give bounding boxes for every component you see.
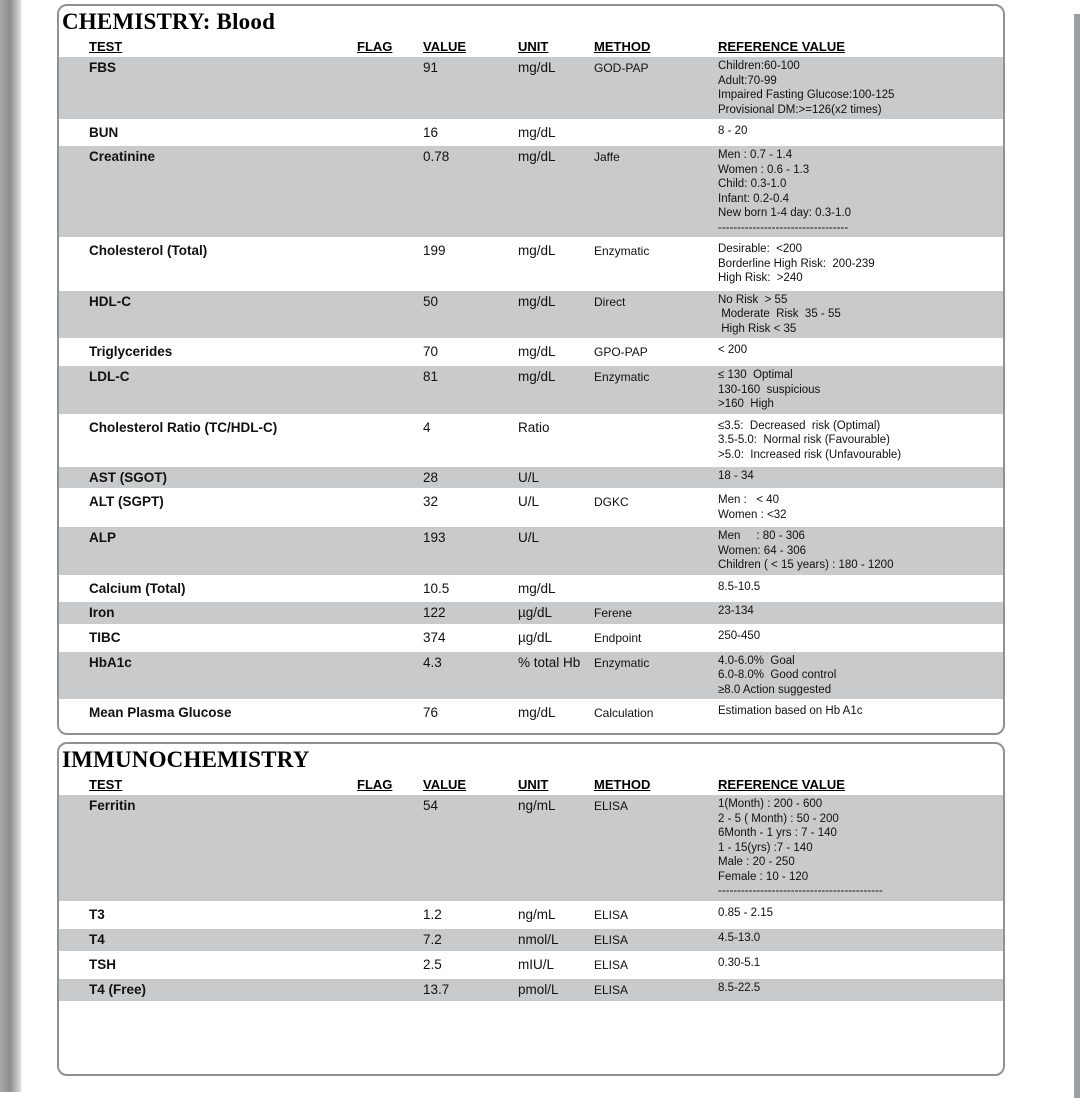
cell-method: ELISA [594,982,629,997]
cell-test: BUN [89,125,119,140]
cell-reference [718,629,995,647]
cell-unit: µg/dL [518,604,553,620]
window-left-edge [0,0,22,1092]
cell-method: Enzymatic [594,244,650,258]
reference-line: Impaired Fasting Glucose:100-125 [718,89,895,101]
cell-test: ALP [89,530,116,545]
reference-line: 4.5-13.0 [718,931,761,944]
table-row [59,122,1003,143]
reference-line: Men : 0.7 - 1.4 [718,149,793,161]
cell-unit: pmol/L [518,981,559,997]
cell-flag [357,529,423,573]
cell-reference [718,704,995,722]
cell-value: 91 [423,60,439,75]
cell-method [594,469,718,486]
cell-method: Enzymatic [594,370,650,384]
table-body [59,795,1003,1074]
cell-unit: mg/dL [518,705,556,720]
cell-value: 50 [423,293,439,309]
reference-line: 6.0-8.0% Good control [718,669,837,681]
reference-line: Men : < 40 [718,494,780,506]
table-row [59,491,1003,524]
column-header-reference: REFERENCE VALUE [718,777,845,792]
cell-unit: mg/dL [518,293,556,309]
table-header-row [59,775,1003,795]
reference-line: Women : <32 [718,508,787,521]
column-header-flag: FLAG [357,39,393,54]
reference-line: Moderate Risk 35 - 55 [718,308,841,320]
reference-line: 6Month - 1 yrs : 7 - 140 [718,827,837,839]
reference-line: 250-450 [718,629,761,642]
cell-unit: mg/dL [518,580,556,596]
cell-flag [357,931,423,949]
reference-line: 18 - 34 [718,470,754,482]
table-row [59,652,1003,700]
cell-reference [718,242,995,286]
cell-flag [357,797,423,899]
reference-line: Women : 0.6 - 1.3 [718,163,810,176]
reference-line: ≥8.0 Action suggested [718,683,832,696]
reference-line: 1 - 15(yrs) :7 - 140 [718,841,813,854]
table-row [59,467,1003,488]
reference-line: No Risk > 55 [718,293,788,306]
reference-line: 0.30-5.1 [718,956,761,969]
reference-line: ≤ 130 Optimal [718,369,793,381]
cell-reference [718,981,995,999]
cell-reference [718,368,995,412]
table-row [59,291,1003,339]
cell-value: 374 [423,629,446,645]
reference-line: Children ( < 15 years) : 180 - 1200 [718,559,894,571]
cell-value: 122 [423,604,446,620]
column-header-unit: UNIT [518,39,549,54]
cell-test: Iron [89,604,115,620]
cell-value: 1.2 [423,906,442,922]
cell-test: HDL-C [89,293,131,309]
column-header-test: TEST [89,777,123,792]
cell-test: HbA1c [89,654,132,670]
column-header-value: VALUE [423,39,467,54]
reference-line: New born 1-4 day: 0.3-1.0 [718,207,851,219]
cell-flag [357,368,423,412]
column-header-unit: UNIT [518,777,549,792]
cell-method: Calculation [594,706,654,720]
table-row [59,578,1003,599]
cell-test: T4 (Free) [89,981,147,997]
cell-test: Creatinine [89,149,156,164]
reference-line: 0.85 - 2.15 [718,906,773,919]
cell-flag [357,654,423,698]
lab-report-page [57,4,1005,1083]
section-title: CHEMISTRY: Blood [62,9,276,34]
cell-test: ALT (SGPT) [89,494,164,509]
cell-method: Endpoint [594,630,642,645]
cell-method: DGKC [594,495,629,509]
reference-line: Desirable: <200 [718,243,803,255]
cell-reference [718,419,995,463]
cell-test: T4 [89,931,105,947]
reference-line: < 200 [718,344,748,356]
reference-line: Women: 64 - 306 [718,544,807,557]
reference-line: 130-160 suspicious [718,383,821,396]
reference-line: ------------------------------------------- [718,885,883,897]
cell-method: ELISA [594,932,629,947]
cell-reference [718,124,995,141]
cell-reference [718,493,995,522]
column-header-test: TEST [89,39,123,54]
cell-method: Jaffe [594,150,620,164]
reference-line: Infant: 0.2-0.4 [718,192,789,205]
cell-test: Ferritin [89,798,136,813]
cell-unit: mg/dL [518,344,556,359]
cell-test: Mean Plasma Glucose [89,705,232,720]
reference-line: 23-134 [718,604,754,617]
table-row [59,602,1003,624]
cell-unit: nmol/L [518,931,559,947]
table-row [59,366,1003,414]
cell-reference [718,148,995,235]
reference-line: Children:60-100 [718,60,800,72]
cell-value: 81 [423,369,439,384]
cell-method: Enzymatic [594,655,650,670]
cell-reference [718,604,995,622]
cell-value: 70 [423,344,439,359]
cell-flag [357,242,423,286]
cell-reference [718,529,995,573]
cell-method [594,419,718,463]
cell-method: ELISA [594,907,629,922]
table-row [59,240,1003,288]
table-header-row [59,37,1003,57]
table-row [59,627,1003,649]
cell-flag [357,704,423,722]
cell-unit: Ratio [518,419,550,435]
cell-value: 193 [423,530,446,545]
reference-line: Provisional DM:>=126(x2 times) [718,103,882,116]
cell-flag [357,906,423,924]
table-row [59,979,1003,1001]
column-header-value: VALUE [423,777,467,792]
cell-method: Ferene [594,605,633,620]
cell-flag [357,604,423,622]
reference-line: Male : 20 - 250 [718,856,795,868]
cell-test: Calcium (Total) [89,580,186,596]
cell-flag [357,580,423,597]
table-row [59,795,1003,901]
cell-flag [357,981,423,999]
reference-line: 3.5-5.0: Normal risk (Favourable) [718,434,890,446]
cell-unit: U/L [518,530,540,545]
cell-flag [357,956,423,974]
cell-unit: mg/dL [518,369,556,384]
cell-flag [357,469,423,486]
column-header-reference: REFERENCE VALUE [718,39,845,54]
table-row [59,929,1003,951]
cell-unit: ng/mL [518,906,556,922]
report-section-panel [57,742,1005,1076]
reference-line: Female : 10 - 120 [718,870,809,883]
cell-reference [718,654,995,698]
reference-line: >160 High [718,398,774,410]
column-header-method: METHOD [594,39,651,54]
cell-reference [718,956,995,974]
cell-value: 2.5 [423,956,442,972]
cell-flag [357,629,423,647]
cell-method: GPO-PAP [594,345,648,359]
cell-unit: U/L [518,470,540,485]
column-header-flag: FLAG [357,777,393,792]
table-row [59,904,1003,926]
report-section-panel [57,4,1005,735]
cell-value: 16 [423,125,439,140]
cell-unit: mg/dL [518,125,556,140]
cell-reference [718,469,995,486]
cell-unit: ng/mL [518,798,556,813]
cell-flag [357,148,423,235]
cell-value: 7.2 [423,931,442,947]
cell-flag [357,493,423,522]
table-row [59,527,1003,575]
cell-test: TIBC [89,629,121,645]
reference-line: Estimation based on Hb A1c [718,705,863,717]
cell-value: 4 [423,419,431,435]
reference-line: High Risk: >240 [718,272,803,284]
reference-line: 1(Month) : 200 - 600 [718,798,823,810]
reference-line: 4.0-6.0% Goal [718,654,795,667]
reference-line: >5.0: Increased risk (Unfavourable) [718,448,902,461]
cell-method [594,529,718,573]
column-header-method: METHOD [594,777,651,792]
reference-line: 2 - 5 ( Month) : 50 - 200 [718,812,839,825]
cell-unit: mg/dL [518,60,556,75]
cell-value: 13.7 [423,981,450,997]
table-row [59,702,1003,724]
cell-unit: mg/dL [518,243,556,258]
reference-line: 8.5-10.5 [718,580,761,593]
cell-reference [718,797,995,899]
table-row [59,341,1003,363]
cell-test: Cholesterol (Total) [89,243,208,258]
window-right-edge [1074,14,1080,1098]
cell-reference [718,906,995,924]
cell-test: TSH [89,956,116,972]
reference-line: Borderline High Risk: 200-239 [718,257,875,270]
table-row [59,417,1003,465]
cell-value: 54 [423,798,439,813]
cell-flag [357,124,423,141]
cell-test: LDL-C [89,369,130,384]
reference-line: 8 - 20 [718,125,748,137]
reference-line: ≤3.5: Decreased risk (Optimal) [718,419,881,432]
cell-method: ELISA [594,799,629,813]
cell-value: 199 [423,243,446,258]
cell-unit: % total Hb [518,654,581,670]
cell-value: 4.3 [423,654,442,670]
cell-reference [718,293,995,337]
cell-reference [718,931,995,949]
cell-test: Cholesterol Ratio (TC/HDL-C) [89,419,278,435]
cell-unit: U/L [518,494,540,509]
reference-line: ---------------------------------- [718,221,849,234]
cell-test: Triglycerides [89,344,173,359]
reference-line: 8.5-22.5 [718,981,761,994]
reference-line: Men : 80 - 306 [718,530,805,542]
table-row [59,57,1003,119]
reference-line: Child: 0.3-1.0 [718,178,787,190]
cell-reference [718,343,995,361]
section-title: IMMUNOCHEMISTRY [62,747,310,772]
cell-method: Direct [594,294,626,309]
cell-value: 10.5 [423,580,450,596]
cell-method [594,124,718,141]
cell-method: GOD-PAP [594,61,649,75]
cell-test: AST (SGOT) [89,470,167,485]
table-body [59,57,1003,733]
cell-flag [357,419,423,463]
cell-reference [718,580,995,597]
cell-flag [357,59,423,117]
table-row [59,146,1003,237]
cell-unit: µg/dL [518,629,553,645]
cell-value: 0.78 [423,149,450,164]
cell-test: FBS [89,60,116,75]
cell-value: 76 [423,705,439,720]
reference-line: Adult:70-99 [718,74,777,87]
reference-line: High Risk < 35 [718,322,797,335]
table-row [59,954,1003,976]
cell-unit: mg/dL [518,149,556,164]
cell-value: 32 [423,494,439,509]
cell-test: T3 [89,906,105,922]
cell-unit: mIU/L [518,956,555,972]
cell-value: 28 [423,470,439,485]
cell-flag [357,343,423,361]
cell-reference [718,59,995,117]
cell-flag [357,293,423,337]
cell-method: ELISA [594,957,629,972]
cell-method [594,580,718,597]
